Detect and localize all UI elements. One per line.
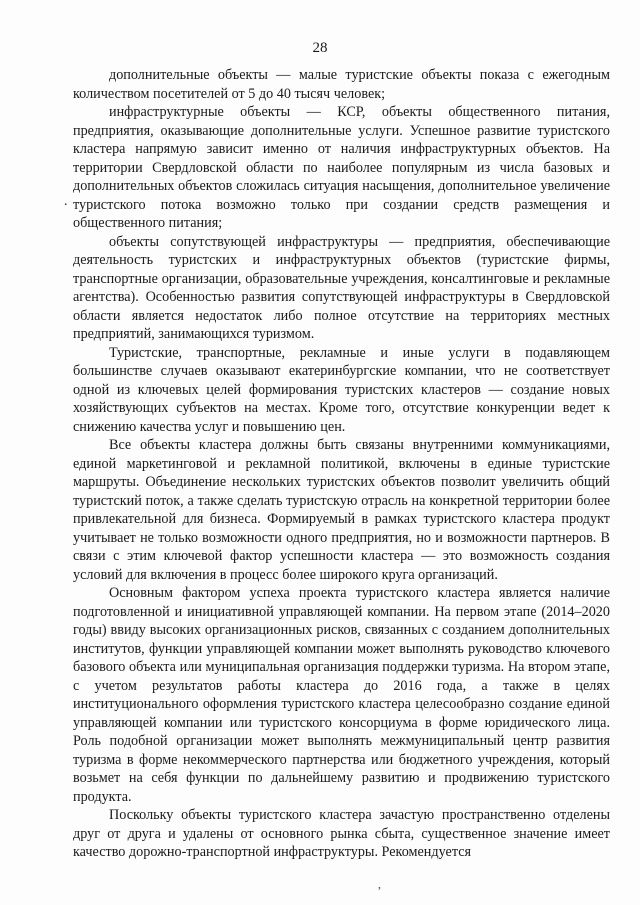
bottom-speck: , bbox=[378, 877, 381, 891]
page-number: 28 bbox=[312, 40, 328, 56]
margin-mark: . bbox=[64, 194, 68, 209]
paragraph-management-company: Основным фактором успеха проекта туристского кластера является наличие подготовленной и инициативной управляющей компании. На первом этапе (2014–2020 годы) ввиду высоких организационных рисков, связанных с созданием дополнительных институтов, функции управляющей компании может выполнять руководство ключевого базового объекта или муниципальная организация поддержки туризма. На втором этапе, с учетом результатов работы кластера до 2016 года, а также в целях институционального оформления туристского кластера целесообразно создание единой управляющей компании или туристского консорциума в форме юридического лица. Роль подобной организации может выполнять межмуниципальный центр развития туризма в форме некоммерческого партнерства или бюджетного учреждения, который возьмет на себя функции по дальнейшему развитию и продвижению туристского продукта. bbox=[73, 585, 610, 805]
paragraph-cluster-communications: Все объекты кластера должны быть связаны внутренними коммуникациями, единой маркетинговой и рекламной политикой, включены в единые туристские маршруты. Объединение нескольких туристских объектов позволит увеличить общий туристский поток, а также сделать туристскую отрасль на конкретной территории более привлекательной для бизнеса. Формируемый в рамках туристского кластера продукт учитывает не только возможности одного предприятия, но и возможности партнеров. В связи с этим ключевой фактор успешности кластера — это возможность создания условий для включения в процесс более широкого круга организаций. bbox=[73, 437, 610, 583]
paragraph-infrastructure-objects: инфраструктурные объекты — КСР, объекты общественного питания, предприятия, оказывающие дополнительные услуги. Успешное развитие туристского кластера напрямую зависит именно от наличия инфраструктурных объектов. На территории Свердловской области по наиболее популярным из числа базовых и дополнительных объектов сложилась ситуация насыщения, дополнительное увеличение туристского потока возможно только при создании средств размещения и общественного питания; bbox=[73, 104, 610, 231]
paragraph-services: Туристские, транспортные, рекламные и иные услуги в подавляющем большинстве случаев оказывают екатеринбургские компании, что не соответствует одной из ключевых целей формирования туристских кластеров — создание новых хозяйствующих субъектов на местах. Кроме того, отсутствие конкуренции ведет к снижению качества услуг и повышению цен. bbox=[73, 344, 610, 435]
paragraph-related-infrastructure: объекты сопутствующей инфраструктуры — предприятия, обеспечивающие деятельность туристских и инфраструктурных объектов (туристские фирмы, транспортные организации, образовательные учреждения, консалтинговые и рекламные агентства). Особенностью развития сопутствующей инфраструктуры в Свердловской области является недостаток либо полное отсутствие на территориях местных предприятий, занимающихся туризмом. bbox=[73, 233, 610, 342]
body-text bbox=[73, 66, 610, 862]
paragraph-transport-infrastructure: Поскольку объекты туристского кластера зачастую пространственно отделены друг от друга и удалены от основного рынка сбыта, существенное значение имеет качество дорожно-транспортной инфраструктуры. Рекомендуется bbox=[73, 807, 610, 860]
paragraph-additional-objects: дополнительные объекты — малые туристские объекты показа с ежегодным количеством посетителей от 5 до 40 тысяч человек; bbox=[73, 67, 610, 102]
